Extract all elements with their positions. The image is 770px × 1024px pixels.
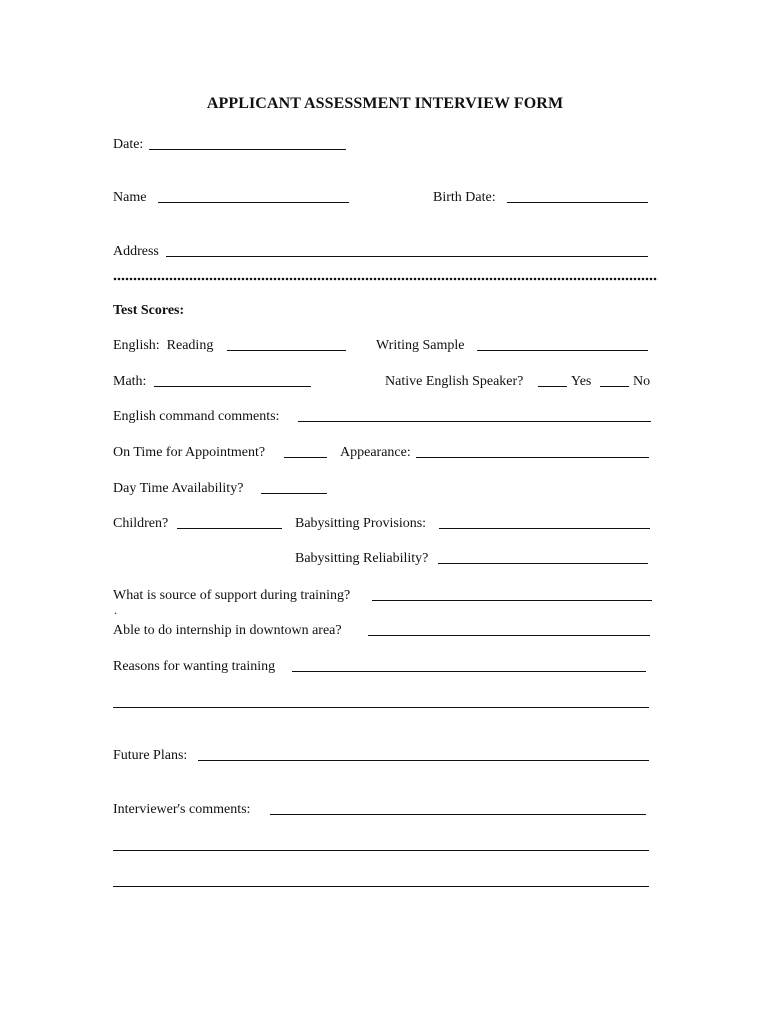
native-speaker-label: Native English Speaker? <box>385 374 524 389</box>
babysitting-reliability-field[interactable] <box>438 563 648 564</box>
date-label: Date: <box>113 137 144 152</box>
no-label: No <box>633 374 651 389</box>
yes-label: Yes <box>571 374 592 389</box>
internship-field[interactable] <box>368 635 650 636</box>
math-label: Math: <box>113 374 147 389</box>
birth-date-field[interactable] <box>507 202 648 203</box>
support-source-field[interactable] <box>372 600 652 601</box>
birth-date-label: Birth Date: <box>433 190 496 205</box>
reasons-label: Reasons for wanting training <box>113 659 276 674</box>
english-reading-field[interactable] <box>227 350 346 351</box>
stray-period: . <box>114 603 117 617</box>
name-field[interactable] <box>158 202 349 203</box>
availability-label: Day Time Availability? <box>113 481 244 496</box>
children-field[interactable] <box>177 528 282 529</box>
future-plans-field[interactable] <box>198 760 649 761</box>
appearance-label: Appearance: <box>340 445 411 460</box>
dotted-divider <box>113 277 658 281</box>
reasons-field[interactable] <box>292 671 646 672</box>
availability-field[interactable] <box>261 493 327 494</box>
babysitting-provisions-label: Babysitting Provisions: <box>295 516 427 531</box>
name-label: Name <box>113 190 147 205</box>
babysitting-provisions-field[interactable] <box>439 528 650 529</box>
on-time-label: On Time for Appointment? <box>113 445 266 460</box>
internship-label: Able to do internship in downtown area? <box>113 623 342 638</box>
babysitting-reliability-label: Babysitting Reliability? <box>295 551 429 566</box>
date-field[interactable] <box>149 149 346 150</box>
form-title: APPLICANT ASSESSMENT INTERVIEW FORM <box>206 95 564 112</box>
test-scores-heading: Test Scores: <box>113 303 185 318</box>
english-comments-field[interactable] <box>298 421 651 422</box>
address-field[interactable] <box>166 256 648 257</box>
english-reading-label: English: Reading <box>113 338 214 353</box>
interviewer-comments-field-line-3[interactable] <box>113 886 649 887</box>
native-speaker-no-field[interactable] <box>600 386 629 387</box>
interviewer-comments-field-line-2[interactable] <box>113 850 649 851</box>
english-comments-label: English command comments: <box>113 409 280 424</box>
appearance-field[interactable] <box>416 457 649 458</box>
interviewer-comments-field[interactable] <box>270 814 646 815</box>
future-plans-label: Future Plans: <box>113 748 188 763</box>
support-source-label: What is source of support during training? <box>113 588 351 603</box>
writing-sample-field[interactable] <box>477 350 648 351</box>
interviewer-comments-label: Interviewer's comments: <box>113 802 251 817</box>
children-label: Children? <box>113 516 169 531</box>
native-speaker-yes-field[interactable] <box>538 386 567 387</box>
math-field[interactable] <box>154 386 311 387</box>
on-time-field[interactable] <box>284 457 327 458</box>
address-label: Address <box>113 244 159 259</box>
writing-sample-label: Writing Sample <box>376 338 465 353</box>
reasons-field-continued[interactable] <box>113 707 649 708</box>
